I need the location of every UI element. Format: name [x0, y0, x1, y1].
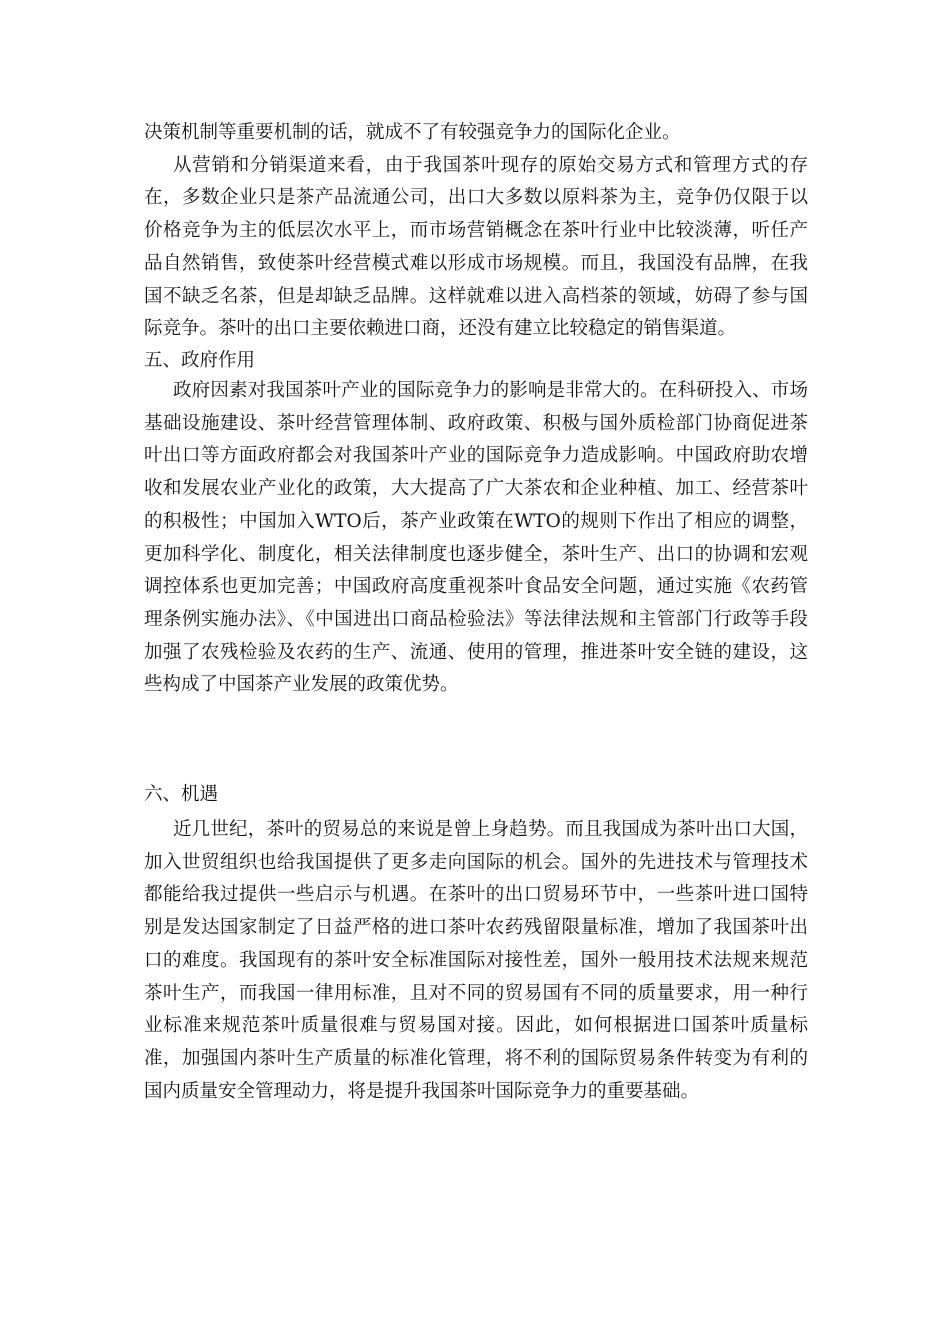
opportunity-paragraph: 近几世纪，茶叶的贸易总的来说是曾上身趋势。而且我国成为茶叶出口大国，加入世贸组织也给我国提供了更多走向国际的机会。国外的先进技术与管理技术都能给我过提供一些启示与机遇。在茶叶的出口贸易环节中，一些茶叶进口国特别是发达国家制定了日益严格的进口茶叶农药残留限量标准，增加了我国茶叶出口的难度。我国现有的茶叶安全标准国际对接性差，国外一般用技术法规来规范茶叶生产，而我国一律用标准，且对不同的贸易国有不同的质量要求，用一种行业标准来规范茶叶质量很难与贸易国对接。因此，如何根据进口国茶叶质量标准，加强国内茶叶生产质量的标准化管理，将不利的国际贸易条件转变为有利的国内质量安全管理动力，将是提升我国茶叶国际竞争力的重要基础。 [144, 819, 808, 1102]
marketing-section [144, 117, 808, 346]
government-section [144, 375, 808, 702]
marketing-paragraph: 从营销和分销渠道来看，由于我国茶叶现存的原始交易方式和管理方式的存在，多数企业只是茶产品流通公司，出口大多数以原料茶为主，竞争仍仅限于以价格竞争为主的低层次水平上，而市场营销概念在茶叶行业中比较淡薄，听任产品自然销售，致使茶叶经营模式难以形成市场规模。而且，我国没有品牌，在我国不缺乏名茶，但是却缺乏品牌。这样就难以进入高档茶的领域，妨碍了参与国际竞争。茶叶的出口主要依赖进口商，还没有建立比较稳定的销售渠道。 [144, 154, 808, 340]
continuation-paragraph: 决策机制等重要机制的话，就成不了有较强竞争力的国际化企业。 [144, 122, 681, 143]
opportunity-section [144, 814, 808, 1108]
heading-government-role: 五、政府作用 [144, 350, 256, 371]
heading-opportunity: 六、机遇 [144, 784, 219, 805]
government-paragraph: 政府因素对我国茶叶产业的国际竞争力的影响是非常大的。在科研投入、市场基础设施建设、茶叶经营管理体制、政府政策、积极与国外质检部门协商促进茶叶出口等方面政府都会对我国茶叶产业的国际竞争力造成影响。中国政府助农增收和发展农业产业化的政策，大大提高了广大茶农和企业种植、加工、经营茶叶的积极性；中国加入WTO后，茶产业政策在WTO的规则下作出了相应的调整，更加科学化、制度化，相关法律制度也逐步健全，茶叶生产、出口的协调和宏观调控体系也更加完善；中国政府高度重视茶叶食品安全问题，通过实施《农药管理条例实施办法》、《中国进出口商品检验法》等法律法规和主管部门行政等手段加强了农残检验及农药的生产、流通、使用的管理，推进茶叶安全链的建设，这些构成了中国茶产业发展的政策优势。 [144, 380, 808, 696]
